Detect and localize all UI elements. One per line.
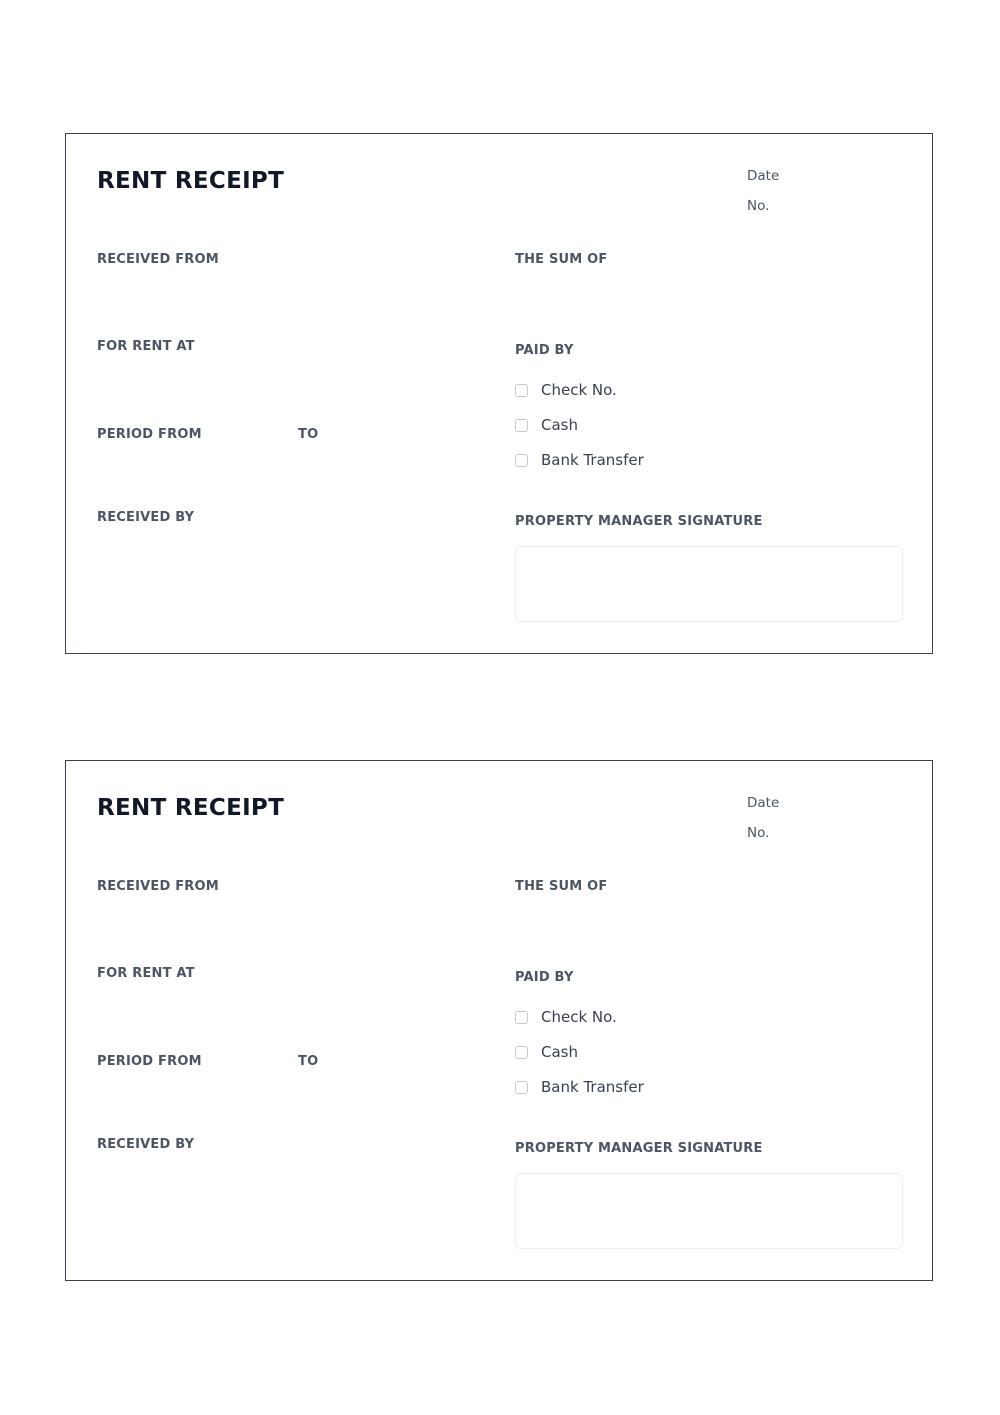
payment-option-bank-transfer[interactable] <box>515 1077 644 1097</box>
check-number-checkbox[interactable] <box>515 1011 528 1024</box>
date-label: Date <box>747 168 780 184</box>
payment-option-label: Check No. <box>541 1008 617 1026</box>
bank-transfer-checkbox[interactable] <box>515 1081 528 1094</box>
cash-checkbox[interactable] <box>515 419 528 432</box>
receipt-number-label: No. <box>747 198 770 214</box>
rent-at-label: FOR RENT AT <box>97 339 195 354</box>
paid-by-label: PAID BY <box>515 970 574 985</box>
payment-option-check[interactable] <box>515 380 617 400</box>
signature-label: PROPERTY MANAGER SIGNATURE <box>515 514 763 529</box>
payment-option-cash[interactable] <box>515 1042 578 1062</box>
period-to-label: TO <box>298 1054 319 1069</box>
payment-option-label: Check No. <box>541 381 617 399</box>
signature-label: PROPERTY MANAGER SIGNATURE <box>515 1141 763 1156</box>
check-number-checkbox[interactable] <box>515 384 528 397</box>
rent-receipt-2 <box>65 760 933 1281</box>
received-by-label: RECEIVED BY <box>97 1137 195 1152</box>
received-from-label: RECEIVED FROM <box>97 879 219 894</box>
payment-option-label: Bank Transfer <box>541 451 644 469</box>
receipt-number-label: No. <box>747 825 770 841</box>
bank-transfer-checkbox[interactable] <box>515 454 528 467</box>
period-from-label: PERIOD FROM <box>97 1054 202 1069</box>
payment-option-label: Cash <box>541 1043 578 1061</box>
payment-option-bank-transfer[interactable] <box>515 450 644 470</box>
payment-option-cash[interactable] <box>515 415 578 435</box>
sum-of-label: THE SUM OF <box>515 252 608 267</box>
receipt-title: RENT RECEIPT <box>97 795 285 821</box>
period-from-label: PERIOD FROM <box>97 427 202 442</box>
rent-receipt-1 <box>65 133 933 654</box>
payment-option-label: Bank Transfer <box>541 1078 644 1096</box>
received-from-label: RECEIVED FROM <box>97 252 219 267</box>
signature-box[interactable] <box>515 546 903 622</box>
receipt-title: RENT RECEIPT <box>97 168 285 194</box>
period-to-label: TO <box>298 427 319 442</box>
cash-checkbox[interactable] <box>515 1046 528 1059</box>
payment-option-check[interactable] <box>515 1007 617 1027</box>
date-label: Date <box>747 795 780 811</box>
rent-at-label: FOR RENT AT <box>97 966 195 981</box>
paid-by-label: PAID BY <box>515 343 574 358</box>
received-by-label: RECEIVED BY <box>97 510 195 525</box>
sum-of-label: THE SUM OF <box>515 879 608 894</box>
signature-box[interactable] <box>515 1173 903 1249</box>
payment-option-label: Cash <box>541 416 578 434</box>
